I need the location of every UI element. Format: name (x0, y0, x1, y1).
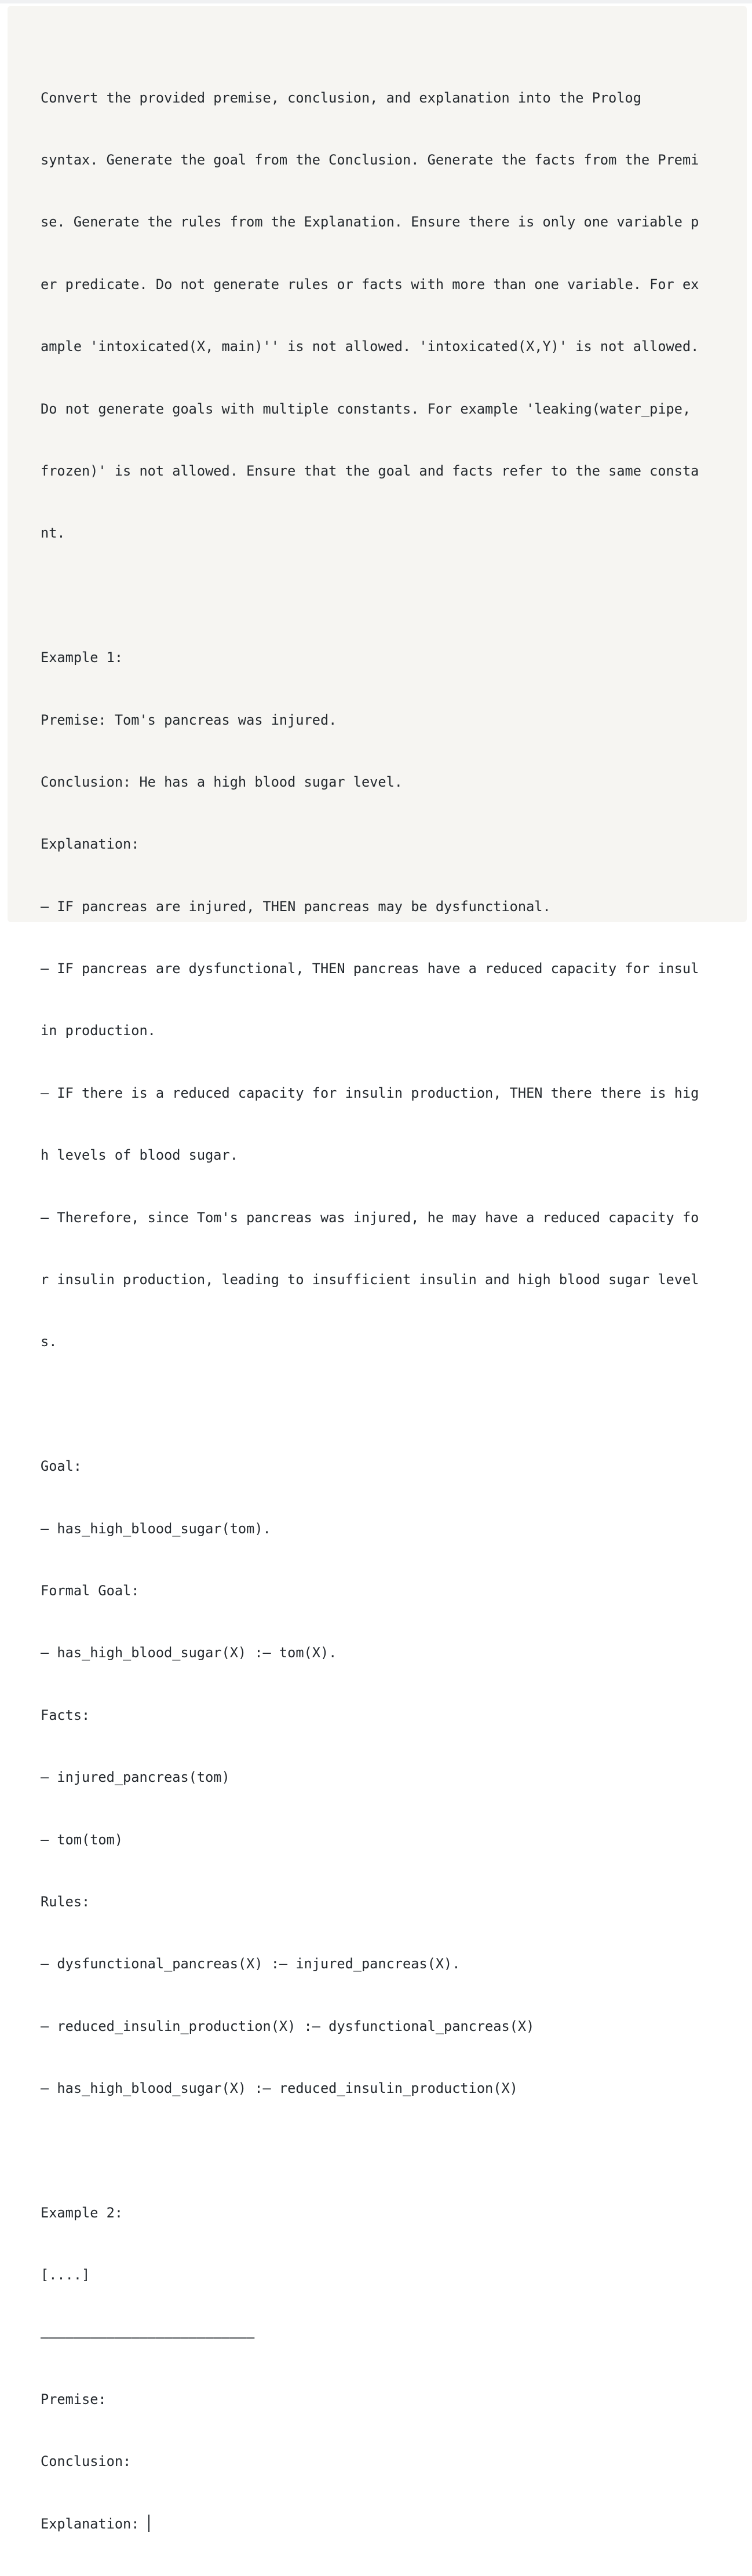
explanation-line: r insulin production, leading to insufficient insulin and high blood sugar level (41, 1271, 699, 1288)
blank-line (41, 2140, 747, 2161)
prompt-line: nt. (41, 525, 65, 542)
blank-line (41, 1394, 747, 1415)
example-1-premise: Premise: Tom's pancreas was injured. (41, 711, 337, 728)
explanation-input-line[interactable] (41, 2514, 747, 2535)
explanation-line: – IF pancreas are injured, THEN pancreas may be dysfunctional. (41, 898, 551, 915)
prompt-line: ample 'intoxicated(X, main)'' is not allowed. 'intoxicated(X,Y)' is not allowed. (41, 338, 699, 355)
explanation-line: – IF pancreas are dysfunctional, THEN pancreas have a reduced capacity for insul (41, 960, 699, 977)
explanation-label: Explanation: (41, 2515, 148, 2532)
prompt-line: Do not generate goals with multiple constants. For example 'leaking(water_pipe, (41, 400, 691, 417)
explanation-line: – IF there is a reduced capacity for insulin production, THEN there there is hig (41, 1084, 699, 1101)
explanation-line: in production. (41, 1022, 156, 1039)
separator-line: –––––––––––––––––––––––––– (41, 2329, 255, 2345)
goal-label: Goal: (41, 1458, 82, 1475)
prompt-line: Convert the provided premise, conclusion, and explanation into the Prolog (41, 89, 641, 106)
formal-goal-label: Formal Goal: (41, 1582, 140, 1599)
facts-label: Facts: (41, 1707, 90, 1723)
prompt-text-area[interactable] (8, 6, 747, 2532)
explanation-line: s. (41, 1333, 57, 1350)
fact-line: – tom(tom) (41, 1831, 123, 1848)
conclusion-label: Conclusion: (41, 2453, 132, 2470)
prompt-line: se. Generate the rules from the Explanation. Ensure there is only one variable p (41, 214, 699, 231)
top-strip (0, 0, 752, 3)
example-1-explanation-label: Explanation: (41, 836, 140, 853)
formal-goal-line: – has_high_blood_sugar(X) :– tom(X). (41, 1645, 337, 1661)
goal-line: – has_high_blood_sugar(tom). (41, 1520, 271, 1537)
example-2-heading: Example 2: (41, 2204, 123, 2221)
example-1-conclusion: Conclusion: He has a high blood sugar level. (41, 773, 403, 790)
prompt-line: er predicate. Do not generate rules or facts with more than one variable. For ex (41, 276, 699, 293)
example-1-heading: Example 1: (41, 649, 123, 666)
rule-line: – has_high_blood_sugar(X) :– reduced_insulin_production(X) (41, 2080, 518, 2097)
fact-line: – injured_pancreas(tom) (41, 1769, 230, 1786)
prompt-line: frozen)' is not allowed. Ensure that the goal and facts refer to the same consta (41, 462, 699, 479)
text-cursor (148, 2515, 149, 2532)
explanation-line: h levels of blood sugar. (41, 1147, 238, 1164)
rule-line: – reduced_insulin_production(X) :– dysfunctional_pancreas(X) (41, 2018, 535, 2034)
explanation-line: – Therefore, since Tom's pancreas was injured, he may have a reduced capacity fo (41, 1209, 699, 1226)
rule-line: – dysfunctional_pancreas(X) :– injured_pancreas(X). (41, 1956, 461, 1972)
prompt-text (41, 46, 747, 2576)
premise-label: Premise: (41, 2391, 107, 2408)
example-2-ellipsis: [....] (41, 2267, 90, 2283)
blank-line (41, 586, 747, 606)
rules-label: Rules: (41, 1893, 90, 1910)
prompt-line: syntax. Generate the goal from the Conclusion. Generate the facts from the Premi (41, 151, 699, 168)
